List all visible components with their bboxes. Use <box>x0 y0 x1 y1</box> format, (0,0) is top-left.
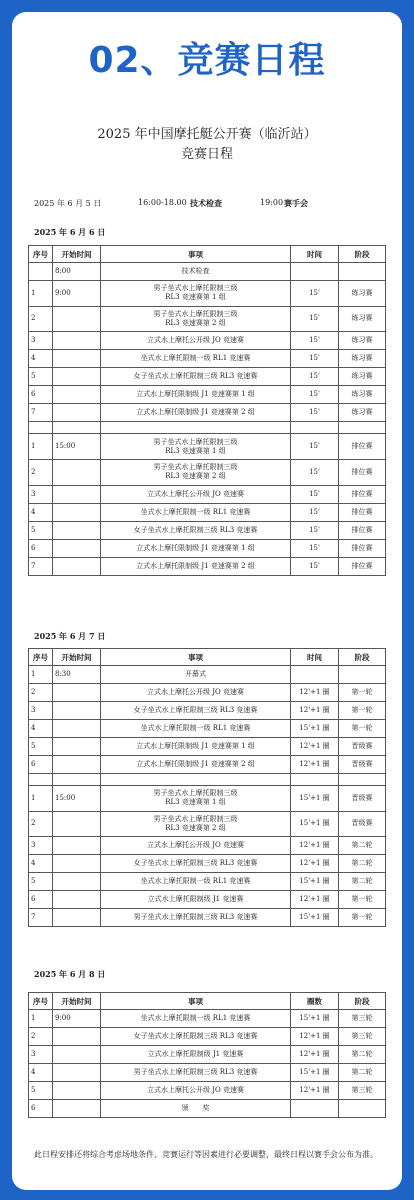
cell-event: 立式水上摩托限制级 J1 竞速赛第 2 组 <box>101 756 291 774</box>
cell-stage: 练习赛 <box>339 386 386 404</box>
cell-seq: 5 <box>29 1082 53 1100</box>
cell-stage: 晋级赛 <box>339 811 386 837</box>
cell-start-time: 15:00 <box>53 786 101 812</box>
day1-schedule-table <box>28 245 386 576</box>
cell-duration <box>291 1100 339 1118</box>
cell-start-time <box>53 891 101 909</box>
cell-seq: 3 <box>29 332 53 350</box>
cell-duration: 12'+1 圈 <box>291 1082 339 1100</box>
cell-seq: 6 <box>29 1100 53 1118</box>
column-header-event: 事项 <box>101 246 291 263</box>
column-header-event: 事项 <box>101 993 291 1010</box>
table-row <box>29 811 386 837</box>
table-row <box>29 666 386 684</box>
cell-event: 立式水上摩托公开级 JO 竞速赛 <box>101 485 291 503</box>
cell-start-time <box>53 503 101 521</box>
cell-start-time <box>53 720 101 738</box>
section-banner: 02、竞赛日程 <box>88 40 326 81</box>
cell-seq: 4 <box>29 503 53 521</box>
cell-seq: 1 <box>29 281 53 307</box>
cell-stage <box>339 422 386 434</box>
cell-start-time <box>53 1046 101 1064</box>
table-row <box>29 1064 386 1082</box>
cell-stage: 排位赛 <box>339 459 386 485</box>
cell-stage: 第一轮 <box>339 891 386 909</box>
cell-event: 立式水上摩托限制级 J1 竞速赛 <box>101 1046 291 1064</box>
cell-event: 立式水上摩托公开级 JO 竞速赛 <box>101 1082 291 1100</box>
cell-stage: 第二轮 <box>339 855 386 873</box>
cell-stage: 练习赛 <box>339 332 386 350</box>
cell-event: 男子坐式水上摩托限制三级 RL3 竞速赛 <box>101 1064 291 1082</box>
cell-duration <box>291 263 339 281</box>
cell-event: 女子坐式水上摩托限制三级 RL3 竞速赛 <box>101 368 291 386</box>
cell-seq: 1 <box>29 786 53 812</box>
cell-duration: 15'+1 圈 <box>291 1064 339 1082</box>
cell-duration: 15' <box>291 539 339 557</box>
column-header-stage: 阶段 <box>339 649 386 666</box>
table-row <box>29 434 386 460</box>
column-header-duration: 时间 <box>291 649 339 666</box>
cell-event: 立式水上摩托限制级 J1 竞速赛第 1 组 <box>101 386 291 404</box>
cell-event: 男子坐式水上摩托限制三级 RL3 竞速赛 <box>101 909 291 927</box>
cell-event: 颁 奖 <box>101 1100 291 1118</box>
cell-duration: 15'+1 圈 <box>291 786 339 812</box>
cell-stage <box>339 666 386 684</box>
cell-event: 立式水上摩托限制级 J1 竞速赛 <box>101 891 291 909</box>
cell-stage: 排位赛 <box>339 539 386 557</box>
column-header-seq: 序号 <box>29 649 53 666</box>
table-row <box>29 909 386 927</box>
cell-start-time <box>53 539 101 557</box>
cell-event: 男子坐式水上摩托限制三级 RL3 竞速赛第 2 组 <box>101 459 291 485</box>
cell-duration: 12'+1 圈 <box>291 756 339 774</box>
cell-event: 女子坐式水上摩托限制三级 RL3 竞速赛 <box>101 855 291 873</box>
column-header-start-time: 开始时间 <box>53 649 101 666</box>
column-header-event: 事项 <box>101 649 291 666</box>
cell-duration: 15'+1 圈 <box>291 873 339 891</box>
cell-event: 开幕式 <box>101 666 291 684</box>
cell-seq: 3 <box>29 702 53 720</box>
table-row <box>29 404 386 422</box>
cell-stage: 排位赛 <box>339 485 386 503</box>
cell-start-time <box>53 909 101 927</box>
cell-seq: 2 <box>29 811 53 837</box>
document-subtitle: 竞赛日程 <box>180 147 233 162</box>
cell-seq: 2 <box>29 306 53 332</box>
day0-date: 2025 年 6 月 5 日 <box>34 199 102 208</box>
cell-start-time: 8:30 <box>53 666 101 684</box>
table-row <box>29 557 386 575</box>
cell-event: 女子坐式水上摩托限制三级 RL3 竞速赛 <box>101 521 291 539</box>
cell-event: 男子坐式水上摩托限制三级 RL3 竞速赛第 1 组 <box>101 281 291 307</box>
cell-event: 女子坐式水上摩托限制三级 RL3 竞速赛 <box>101 1028 291 1046</box>
cell-duration: 12'+1 圈 <box>291 1046 339 1064</box>
cell-stage: 第三轮 <box>339 1082 386 1100</box>
cell-duration: 15' <box>291 521 339 539</box>
cell-seq: 7 <box>29 557 53 575</box>
cell-event: 坐式水上摩托限制一级 RL1 竞速赛 <box>101 720 291 738</box>
schedule-card <box>12 12 402 1190</box>
cell-seq: 2 <box>29 459 53 485</box>
cell-stage: 第二轮 <box>339 873 386 891</box>
cell-start-time <box>53 485 101 503</box>
cell-seq: 5 <box>29 368 53 386</box>
cell-seq <box>29 422 53 434</box>
cell-seq: 6 <box>29 756 53 774</box>
table-row <box>29 386 386 404</box>
cell-start-time <box>53 756 101 774</box>
cell-start-time <box>53 422 101 434</box>
cell-stage: 第二轮 <box>339 837 386 855</box>
day1-date: 2025 年 6 月 6 日 <box>34 227 106 237</box>
cell-seq: 3 <box>29 1046 53 1064</box>
cell-duration: 12'+1 圈 <box>291 702 339 720</box>
cell-duration: 15' <box>291 404 339 422</box>
cell-start-time <box>53 306 101 332</box>
cell-stage: 练习赛 <box>339 350 386 368</box>
cell-seq: 7 <box>29 404 53 422</box>
table-row <box>29 281 386 307</box>
cell-start-time <box>53 702 101 720</box>
cell-duration: 15' <box>291 434 339 460</box>
cell-event: 技术检查 <box>101 263 291 281</box>
table-row <box>29 1028 386 1046</box>
cell-start-time <box>53 1064 101 1082</box>
cell-start-time <box>53 855 101 873</box>
cell-seq: 2 <box>29 1028 53 1046</box>
cell-seq: 5 <box>29 738 53 756</box>
separator-row <box>29 774 386 786</box>
cell-duration: 15' <box>291 368 339 386</box>
cell-start-time <box>53 521 101 539</box>
cell-seq: 6 <box>29 386 53 404</box>
table-row <box>29 720 386 738</box>
cell-duration <box>291 666 339 684</box>
table-row <box>29 1082 386 1100</box>
cell-event: 男子坐式水上摩托限制三级 RL3 竞速赛第 1 组 <box>101 786 291 812</box>
cell-event: 立式水上摩托限制级 J1 竞速赛第 2 组 <box>101 404 291 422</box>
table-row <box>29 756 386 774</box>
cell-stage: 第一轮 <box>339 684 386 702</box>
cell-event: 女子坐式水上摩托限制三级 RL3 竞速赛 <box>101 702 291 720</box>
cell-start-time <box>53 837 101 855</box>
cell-duration: 15' <box>291 503 339 521</box>
cell-seq: 3 <box>29 485 53 503</box>
cell-stage: 第三轮 <box>339 1010 386 1028</box>
column-header-start-time: 开始时间 <box>53 993 101 1010</box>
cell-seq <box>29 263 53 281</box>
cell-seq: 3 <box>29 837 53 855</box>
cell-event <box>101 422 291 434</box>
day2-schedule-table <box>28 648 386 927</box>
cell-duration: 15' <box>291 557 339 575</box>
cell-duration: 15'+1 圈 <box>291 909 339 927</box>
cell-stage: 晋级赛 <box>339 786 386 812</box>
cell-duration: 15'+1 圈 <box>291 720 339 738</box>
cell-event: 坐式水上摩托限制一级 RL1 竞速赛 <box>101 873 291 891</box>
cell-duration: 15' <box>291 459 339 485</box>
cell-stage: 练习赛 <box>339 368 386 386</box>
table-row <box>29 306 386 332</box>
cell-stage: 练习赛 <box>339 404 386 422</box>
cell-start-time <box>53 386 101 404</box>
cell-duration: 12'+1 圈 <box>291 891 339 909</box>
cell-stage: 第一轮 <box>339 720 386 738</box>
table-row <box>29 503 386 521</box>
cell-start-time <box>53 811 101 837</box>
cell-seq: 6 <box>29 539 53 557</box>
cell-stage: 排位赛 <box>339 521 386 539</box>
cell-seq: 4 <box>29 720 53 738</box>
cell-event: 立式水上摩托公开级 JO 竞速赛 <box>101 837 291 855</box>
cell-duration: 15' <box>291 386 339 404</box>
table-row <box>29 332 386 350</box>
table-header-row <box>29 649 386 666</box>
cell-start-time <box>53 368 101 386</box>
cell-stage: 晋级赛 <box>339 756 386 774</box>
cell-seq: 2 <box>29 684 53 702</box>
cell-start-time <box>53 332 101 350</box>
cell-seq: 7 <box>29 909 53 927</box>
cell-start-time <box>53 738 101 756</box>
cell-start-time <box>53 873 101 891</box>
cell-duration: 15' <box>291 485 339 503</box>
table-row <box>29 263 386 281</box>
table-row <box>29 855 386 873</box>
cell-duration: 15'+1 圈 <box>291 1010 339 1028</box>
cell-duration: 12'+1 圈 <box>291 855 339 873</box>
cell-stage: 第三轮 <box>339 1028 386 1046</box>
cell-event <box>101 774 291 786</box>
cell-stage: 第一轮 <box>339 702 386 720</box>
cell-event: 男子坐式水上摩托限制三级 RL3 竞速赛第 2 组 <box>101 811 291 837</box>
cell-stage: 练习赛 <box>339 306 386 332</box>
table-row <box>29 1100 386 1118</box>
table-row <box>29 837 386 855</box>
day2-date: 2025 年 6 月 7 日 <box>34 631 106 641</box>
day0-item2: 赛手会 <box>284 198 308 208</box>
cell-stage: 第二轮 <box>339 1046 386 1064</box>
table-row <box>29 738 386 756</box>
cell-seq: 1 <box>29 434 53 460</box>
cell-start-time <box>53 557 101 575</box>
cell-seq: 5 <box>29 521 53 539</box>
cell-start-time <box>53 774 101 786</box>
cell-stage <box>339 1100 386 1118</box>
cell-start-time: 15:00 <box>53 434 101 460</box>
cell-duration: 15' <box>291 281 339 307</box>
column-header-stage: 阶段 <box>339 993 386 1010</box>
cell-seq: 6 <box>29 891 53 909</box>
cell-duration: 12'+1 圈 <box>291 837 339 855</box>
day3-date: 2025 年 6 月 8 日 <box>34 969 106 979</box>
table-row <box>29 891 386 909</box>
table-row <box>29 485 386 503</box>
table-row <box>29 459 386 485</box>
cell-duration <box>291 774 339 786</box>
table-row <box>29 1010 386 1028</box>
cell-start-time <box>53 404 101 422</box>
cell-event: 坐式水上摩托限制一级 RL1 竞速赛 <box>101 1010 291 1028</box>
cell-stage: 第一轮 <box>339 909 386 927</box>
cell-event: 男子坐式水上摩托限制三级 RL3 竞速赛第 2 组 <box>101 306 291 332</box>
table-header-row <box>29 993 386 1010</box>
cell-stage: 排位赛 <box>339 557 386 575</box>
cell-stage: 练习赛 <box>339 281 386 307</box>
cell-start-time <box>53 684 101 702</box>
cell-start-time <box>53 459 101 485</box>
cell-duration: 15'+1 圈 <box>291 811 339 837</box>
cell-start-time <box>53 1082 101 1100</box>
cell-event: 坐式水上摩托限制一级 RL1 竞速赛 <box>101 350 291 368</box>
cell-event: 立式水上摩托限制级 J1 竞速赛第 1 组 <box>101 539 291 557</box>
cell-duration: 15' <box>291 306 339 332</box>
cell-event: 立式水上摩托公开级 JO 竞速赛 <box>101 684 291 702</box>
cell-duration: 12'+1 圈 <box>291 684 339 702</box>
cell-stage: 排位赛 <box>339 434 386 460</box>
cell-duration: 12'+1 圈 <box>291 738 339 756</box>
document-title: 2025 年中国摩托艇公开赛（临沂站） <box>97 127 317 142</box>
column-header-duration: 时间 <box>291 246 339 263</box>
cell-seq: 4 <box>29 855 53 873</box>
cell-duration: 15' <box>291 332 339 350</box>
day0-item1: 技术检查 <box>190 198 222 208</box>
cell-seq: 1 <box>29 666 53 684</box>
table-row <box>29 684 386 702</box>
cell-start-time: 8:00 <box>53 263 101 281</box>
schedule-footnote: 此日程安排还将综合考虑场地条件、竞赛运行等因素进行必要调整，最终日程以赛手会公布为准。 <box>34 1150 378 1159</box>
cell-event: 立式水上摩托限制级 J1 竞速赛第 2 组 <box>101 557 291 575</box>
table-row <box>29 350 386 368</box>
table-row <box>29 539 386 557</box>
cell-seq <box>29 774 53 786</box>
table-row <box>29 786 386 812</box>
cell-duration: 12'+1 圈 <box>291 1028 339 1046</box>
cell-seq: 1 <box>29 1010 53 1028</box>
cell-event: 坐式水上摩托限制一级 RL1 竞速赛 <box>101 503 291 521</box>
table-row <box>29 1046 386 1064</box>
cell-stage <box>339 263 386 281</box>
cell-seq: 4 <box>29 1064 53 1082</box>
cell-start-time: 9:00 <box>53 281 101 307</box>
day0-time: 16:00-18.00 <box>138 198 187 207</box>
column-header-seq: 序号 <box>29 993 53 1010</box>
cell-seq: 4 <box>29 350 53 368</box>
cell-event: 立式水上摩托公开级 JO 竞速赛 <box>101 332 291 350</box>
cell-start-time <box>53 1100 101 1118</box>
cell-start-time <box>53 350 101 368</box>
separator-row <box>29 422 386 434</box>
cell-duration: 15' <box>291 350 339 368</box>
cell-event: 男子坐式水上摩托限制三级 RL3 竞速赛第 1 组 <box>101 434 291 460</box>
column-header-seq: 序号 <box>29 246 53 263</box>
column-header-duration: 圈数 <box>291 993 339 1010</box>
table-row <box>29 368 386 386</box>
table-row <box>29 702 386 720</box>
cell-stage: 第二轮 <box>339 1064 386 1082</box>
cell-event: 立式水上摩托限制级 J1 竞速赛第 1 组 <box>101 738 291 756</box>
cell-duration <box>291 422 339 434</box>
cell-stage: 晋级赛 <box>339 738 386 756</box>
day3-schedule-table <box>28 992 386 1118</box>
cell-start-time: 9:00 <box>53 1010 101 1028</box>
table-row <box>29 873 386 891</box>
table-header-row <box>29 246 386 263</box>
column-header-stage: 阶段 <box>339 246 386 263</box>
day0-time2: 19:00 <box>260 198 284 207</box>
cell-stage: 排位赛 <box>339 503 386 521</box>
cell-seq: 5 <box>29 873 53 891</box>
column-header-start-time: 开始时间 <box>53 246 101 263</box>
table-row <box>29 521 386 539</box>
cell-stage <box>339 774 386 786</box>
cell-start-time <box>53 1028 101 1046</box>
